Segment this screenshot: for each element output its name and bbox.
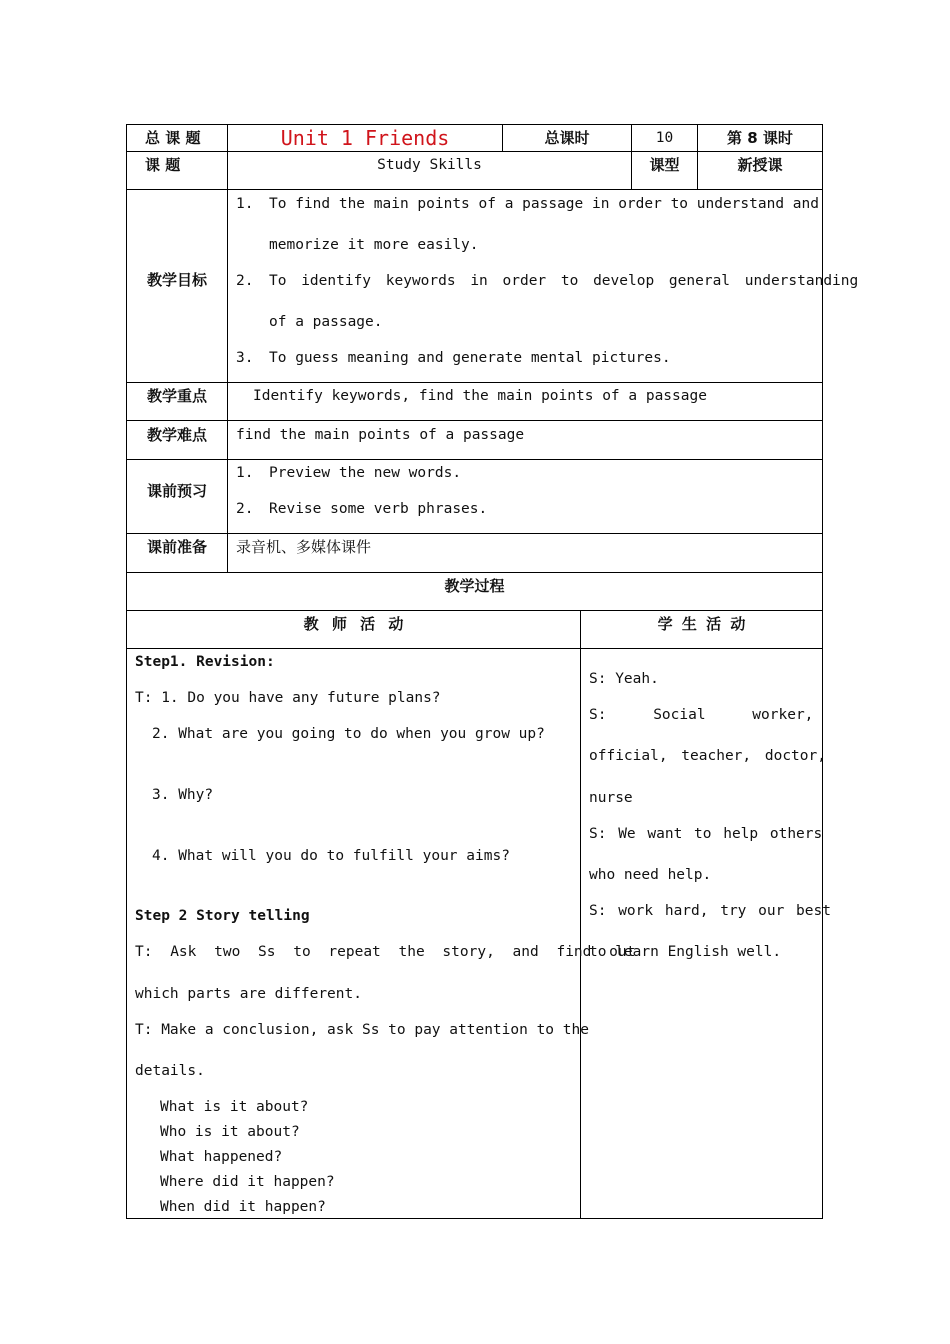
teacher-question-4: 4. What will you do to fulfill your aims? <box>152 848 510 864</box>
lesson-number: 第 8 课时 <box>727 129 793 147</box>
preview-2-number: 2. <box>236 501 254 517</box>
step2-heading: Step 2 Story telling <box>135 908 310 924</box>
label-lesson-type: 课型 <box>649 156 680 174</box>
preview-1-text: Preview the new words. <box>269 465 462 481</box>
teacher-paragraph-1-line2: which parts are different. <box>135 986 362 1002</box>
guide-question-1: What is it about? <box>160 1099 309 1115</box>
guide-question-4: Where did it happen? <box>160 1174 335 1190</box>
preview-2-text: Revise some verb phrases. <box>269 501 488 517</box>
student-answer-3-line2: who need help. <box>589 867 712 883</box>
step1-heading: Step1. Revision: <box>135 654 275 670</box>
teacher-activity-header: 教 师 活 动 <box>303 615 404 633</box>
label-preview: 课前预习 <box>146 482 207 500</box>
student-answer-3-line1: S: We want to help others <box>589 826 823 842</box>
student-answer-2-line1: S: Social worker, <box>589 707 814 723</box>
label-key-points: 教学重点 <box>146 387 207 405</box>
objective-2-line2: of a passage. <box>269 314 383 330</box>
key-points-text: Identify keywords, find the main points of a passage <box>253 388 707 404</box>
teacher-paragraph-1-line1: T: Ask two Ss to repeat the story, and find out <box>135 944 636 960</box>
objective-3-line1: To guess meaning and generate mental pictures. <box>269 350 671 366</box>
process-title: 教学过程 <box>444 577 505 595</box>
total-hours: 10 <box>655 130 674 146</box>
lesson-topic: Unit 1 Friends <box>280 126 450 150</box>
objective-1-number: 1. <box>236 196 254 212</box>
preview-1-number: 1. <box>236 465 254 481</box>
student-answer-2-line3: nurse <box>589 790 633 806</box>
student-activity-header: 学 生 活 动 <box>657 615 746 633</box>
preparation-text: 录音机、多媒体课件 <box>236 538 372 556</box>
teacher-question-2: 2. What are you going to do when you grow up? <box>152 726 545 742</box>
teacher-question-3: 3. Why? <box>152 787 214 803</box>
label-total-hours: 总课时 <box>544 129 590 147</box>
difficulties-text: find the main points of a passage <box>236 427 525 443</box>
teacher-paragraph-2-line2: details. <box>135 1063 205 1079</box>
teacher-question-1: T: 1. Do you have any future plans? <box>135 690 441 706</box>
student-answer-4-line1: S: work hard, try our best <box>589 903 831 919</box>
label-objectives: 教学目标 <box>146 271 207 289</box>
lesson-type: 新授课 <box>737 156 783 174</box>
label-topic: 总 课 题 <box>145 129 201 147</box>
objective-3-number: 3. <box>236 350 254 366</box>
label-preparation: 课前准备 <box>146 538 207 556</box>
objective-1-line2: memorize it more easily. <box>269 237 479 253</box>
guide-question-3: What happened? <box>160 1149 283 1165</box>
objective-2-number: 2. <box>236 273 254 289</box>
objective-1-line1: To find the main points of a passage in order to understand and <box>269 196 819 212</box>
guide-question-2: Who is it about? <box>160 1124 300 1140</box>
lesson-title: Study Skills <box>377 157 482 173</box>
lesson-plan-page: 总 课 题 Unit 1 Friends 总课时 10 第 8 课时 课 题 Study Skills 课型 新授课 教学目标 1. To find the main points of a passage in order to understand and memorize it more easily. 2. To identify keywords in order to develop general understanding of a passage. 3. To guess meaning and generate mental pictures. 教学重点 Identify keywords, find the main points of a passage 教学难点 find the main points of a passage 课前预习 1. Preview the new words. 2. Revise some verb phrases. 课前准备 录音机、多媒体课件 教学过程 教 师 活 动 学 生 活 动 Step1. Revision: T: 1. Do you have any future plans? 2. What are you going to do when you grow up? 3. Why? 4. What will you do to fulfill your aims? Step 2 Story telling T: Ask two Ss to repeat the story, and find out which parts are different. T: Make a conclusion, ask Ss to pay attention to the details. What is it about? Who is it about? What happened? Where did it happen? When did it happen? S: Yeah. S: Social worker, official, teacher, doctor, nurse S: We want to help others who need help. S: work hard, try our best to learn English well. <box>0 0 950 1344</box>
guide-question-5: When did it happen? <box>160 1199 326 1215</box>
label-difficulties: 教学难点 <box>146 426 207 444</box>
student-answer-4-line2: to learn English well. <box>589 944 782 960</box>
teacher-paragraph-2-line1: T: Make a conclusion, ask Ss to pay attention to the <box>135 1022 589 1038</box>
student-answer-2-line2: official, teacher, doctor, <box>589 748 826 764</box>
student-answer-1: S: Yeah. <box>589 671 659 687</box>
objective-2-line1: To identify keywords in order to develop general understanding <box>269 273 859 289</box>
